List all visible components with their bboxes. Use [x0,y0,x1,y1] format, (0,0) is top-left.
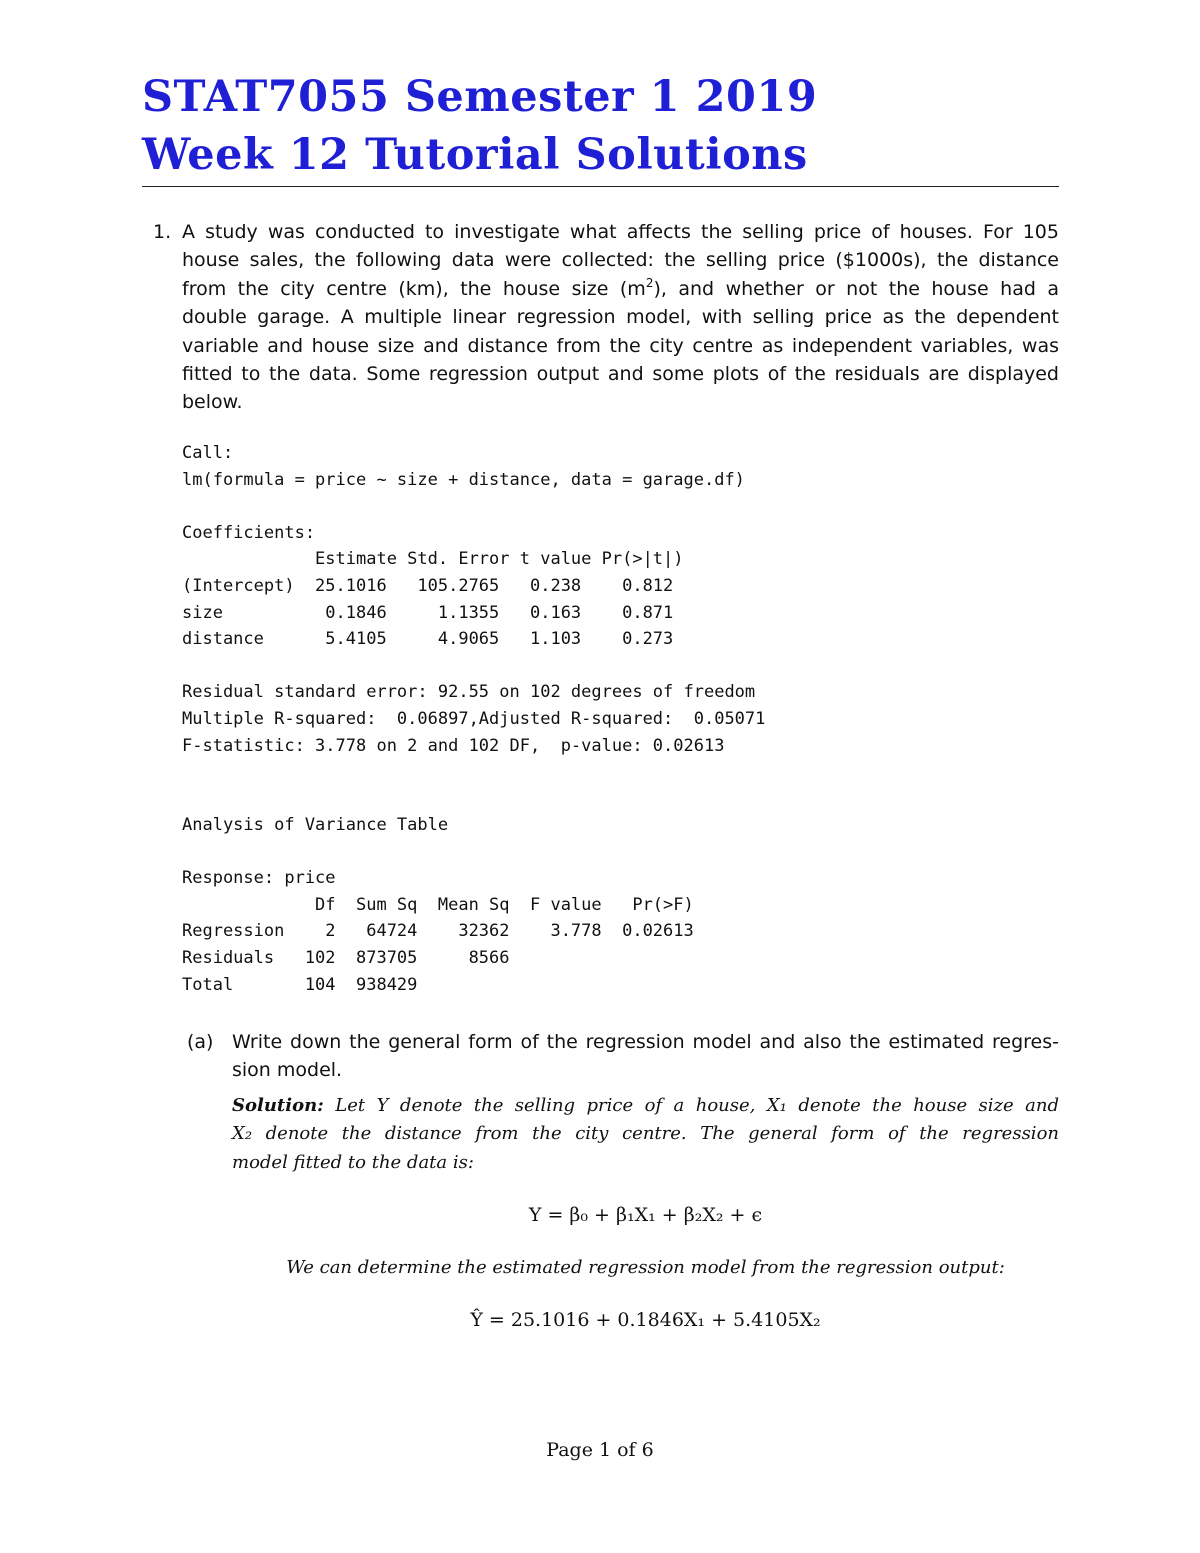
solution-line-2: X₂ denote the distance from the city centre. The general form of the regression [232,1123,1059,1145]
question-line: house sales, the following data were collected: the selling price ($1000s), the distance [182,249,1059,272]
title-divider [142,186,1059,187]
question-line: fitted to the data. Some regression output and some plots of the residuals are displayed [182,362,1059,385]
solution-line-3: model fitted to the data is: [232,1151,474,1173]
document-title-line-1: STAT7055 Semester 1 2019 [142,72,818,122]
estimated-model-intro: We can determine the estimated regression model from the regression output: [286,1257,1005,1278]
anova-table-output: Analysis of Variance Table Response: price Df Sum Sq Mean Sq F value Pr(>F) Regression 2 64724 32362 3.778 0.02613 Residuals 102 873705 8566 Total 104 938429 [182,815,694,995]
estimated-regression-equation: Ŷ = 25.1016 + 0.1846X₁ + 5.4105X₂ [470,1309,821,1331]
general-regression-equation: Y = β₀ + β₁X₁ + β₂X₂ + ϵ [528,1204,763,1226]
question-line: A study was conducted to investigate what affects the selling price of houses. For 105 [182,221,1059,243]
part-a-label: (a) [187,1031,214,1053]
part-a-line: Write down the general form of the regression model and also the estimated regres- [232,1031,1059,1053]
part-a-solution [232,1092,1059,1177]
document-title-line-2: Week 12 Tutorial Solutions [142,130,808,180]
page-number: Page 1 of 6 [546,1439,654,1461]
regression-output: Call: lm(formula = price ~ size + distance, data = garage.df) Coefficients: Estimate Std. Error t value Pr(>|t|) (Intercept) 25.1016 105.2765 0.238 0.812 size 0.1846 1.1355 0.163 0.871 distance 5.4105 4.9065 1.103 0.273 Residual standard error: 92.55 on 102 degrees of freedom Multiple R-squared: 0.06897,Adjusted R-squared: 0.05071 F-statistic: 3.778 on 2 and 102 DF, p-value: 0.02613 [182,443,766,756]
part-a-question [232,1028,1059,1085]
solution-line-1 [232,1092,1059,1120]
question-line: variable and house size and distance from the city centre as independent variables, was [182,334,1059,357]
superscript-2: 2 [645,275,654,290]
question-number: 1. [153,221,172,243]
question-line-tail: ), and whether or not the house had a [653,277,1059,300]
solution-text: Let Y denote the selling price of a house, X₁ denote the house size and [335,1095,1059,1116]
part-a-line: sion model. [232,1059,343,1082]
solution-label: Solution: [232,1095,324,1116]
question-line-with-superscript [182,275,1059,303]
question-1-text [182,218,1059,417]
question-line-head: from the city centre (km), the house size (m [182,277,646,300]
question-line: below. [182,391,243,414]
question-line: double garage. A multiple linear regression model, with selling price as the dependent [182,306,1059,329]
